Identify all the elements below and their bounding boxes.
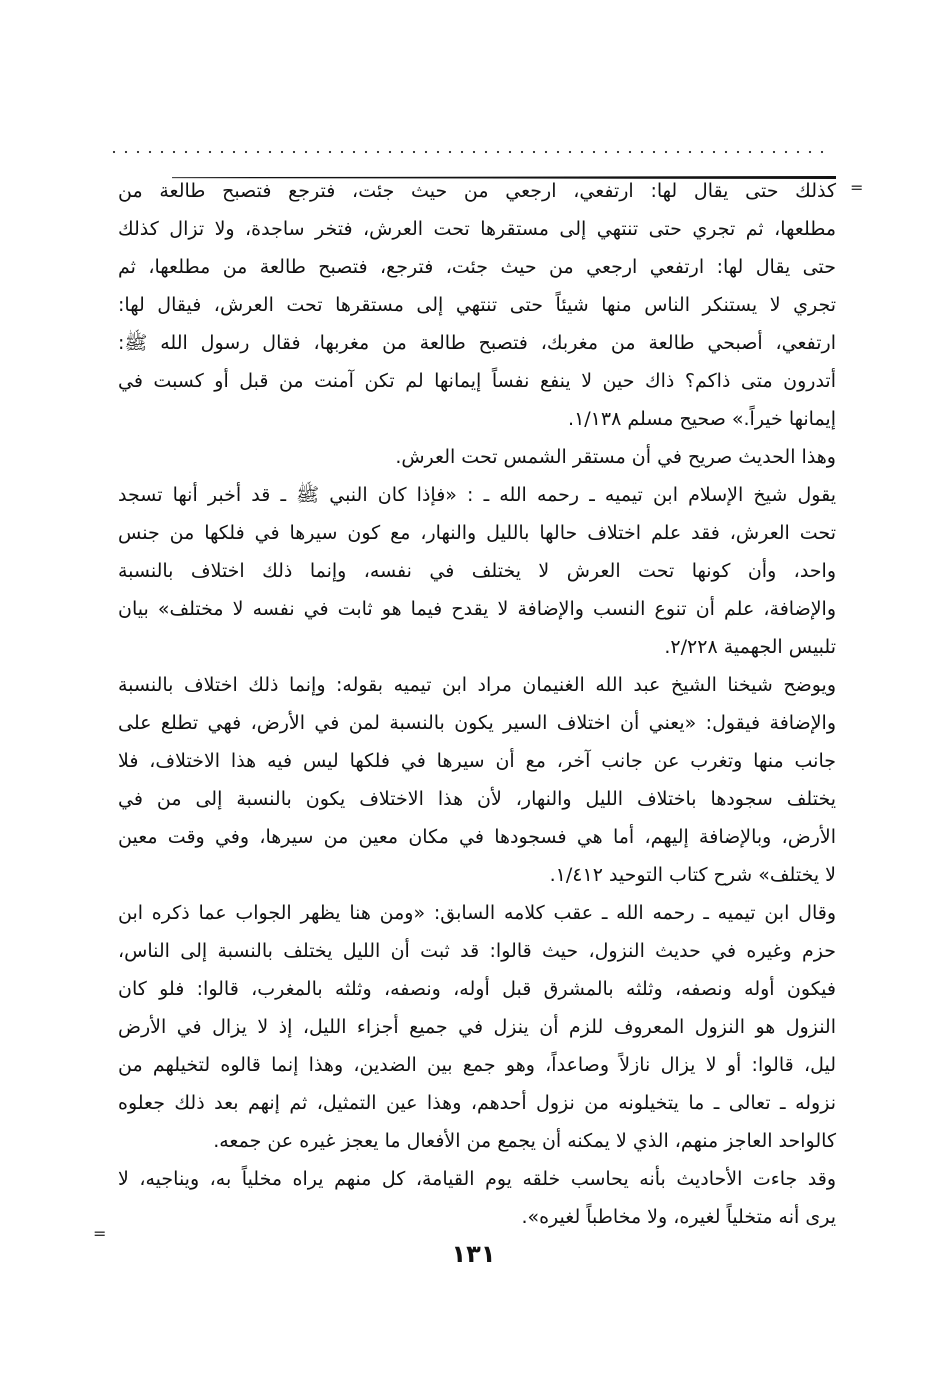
text-line: إيمانها خيراً.» صحيح مسلم ١/١٣٨.	[568, 408, 836, 430]
text-line: أتدرون متى ذاكم؟ ذاك حين لا ينفع نفساً إيمانها لم تكن آمنت من قبل أو كسبت في	[118, 370, 836, 392]
text-line: كالواحد العاجز منهم، الذي لا يمكنه أن يجمع من الأفعال ما يعجز غيره عن جمعه.	[213, 1130, 836, 1152]
text-line: مطلعها، ثم تجري حتى تنتهي إلى مستقرها تحت العرش، فتخر ساجدة، ولا تزال كذلك	[118, 218, 836, 240]
text-line: والإضافة، علم أن تنوع النسب والإضافة لا يقدح فيما هو ثابت في نفسه لا مختلف» بيان	[118, 598, 836, 620]
text-line: وقد جاءت الأحاديث بأنه يحاسب خلقه يوم القيامة، كل منهم يراه مخلياً به، ويناجيه، لا	[118, 1168, 836, 1190]
text-line: حتى يقال لها: ارتفعي ارجعي من حيث جئت، فترجع، فتصبح طالعة من مطلعها، ثم	[118, 256, 836, 278]
continuation-mark-top: =	[850, 178, 864, 197]
text-line: لا يختلف» شرح كتاب التوحيد ١/٤١٢.	[549, 864, 836, 886]
text-line: جانب منها وتغرب عن جانب آخر، مع أن سيرها في فلكها ليس فيه هذا الاختلاف، فلا	[118, 750, 836, 772]
text-line: يقول شيخ الإسلام ابن تيميه ـ رحمه الله ـ : «فإذا كان النبي ﷺ ـ قد أخبر أنها تسجد	[118, 484, 836, 506]
text-line: الأرض، وبالإضافة إليهم، أما هي فسجودها في مكان معين من سيرها، وفي وقت معين	[118, 826, 836, 848]
text-line: ليل، قالوا: أو لا يزال نازلاً وصاعداً، وهو جمع بين الضدين، وهذا إنما قالوه لتخيلهم من	[118, 1054, 836, 1076]
text-line: تحت العرش، فقد علم اختلاف حالها بالليل والنهار، مع كون سيرها في فلكها من جنس	[118, 522, 836, 544]
continuation-mark-bottom: =	[93, 1224, 107, 1243]
text-line: يختلف سجودها باختلاف الليل والنهار، لأن هذا الاختلاف يكون بالنسبة إلى من في	[118, 788, 836, 810]
text-line: فيكون أوله ونصفه، وثلثه بالمشرق قبل أوله، ونصفه، وثلثه بالمغرب، قالوا: فلو كان	[118, 978, 836, 1000]
page-number: ١٣١	[451, 1240, 496, 1268]
dotted-header-line	[108, 150, 830, 154]
text-line: تلبيس الجهمية ٢/٢٢٨.	[664, 636, 836, 658]
text-line: نزوله ـ تعالى ـ ما يتخيلونه من نزول أحدهم، وهذا عين التمثيل، ثم إنهم بعد ذلك جعلوه	[118, 1092, 836, 1114]
text-line: النزول هو النزول المعروف للزم أن ينزل في جميع أجزاء الليل، إذ لا يزال في الأرض	[118, 1016, 836, 1038]
page-body-text	[118, 172, 836, 1236]
text-line: وهذا الحديث صريح في أن مستقر الشمس تحت العرش.	[395, 446, 836, 468]
text-line: وقال ابن تيميه ـ رحمه الله ـ عقب كلامه السابق: «ومن هنا يظهر الجواب عما ذكره ابن	[118, 902, 836, 924]
text-line: ارتفعي، أصبحي طالعة من مغربك، فتصبح طالعة من مغربها، فقال رسول الله ﷺ:	[118, 332, 836, 354]
text-line: يرى أنه متخلياً لغيره، ولا مخاطباً لغيره».	[521, 1206, 836, 1228]
text-line: واحد، وأن كونها تحت العرش لا يختلف في نفسه، وإنما ذلك اختلاف بالنسبة	[118, 560, 836, 582]
text-line: ويوضح شيخنا الشيخ عبد الله الغنيمان مراد ابن تيميه بقوله: وإنما ذلك اختلاف بالنسبة	[118, 674, 836, 696]
text-line: كذلك حتى يقال لها: ارتفعي، ارجعي من حيث جئت، فترجع فتصبح طالعة من	[118, 180, 836, 202]
text-line: تجري لا يستنكر الناس منها شيئاً حتى تنتهي إلى مستقرها تحت العرش، فيقال لها:	[118, 294, 836, 316]
text-line: حزم وغيره في حديث النزول، حيث قالوا: قد ثبت أن الليل يختلف بالنسبة إلى الناس،	[118, 940, 836, 962]
text-line: والإضافة فيقول: «يعني أن اختلاف السير يكون بالنسبة لمن في الأرض، فهي تطلع على	[118, 712, 836, 734]
